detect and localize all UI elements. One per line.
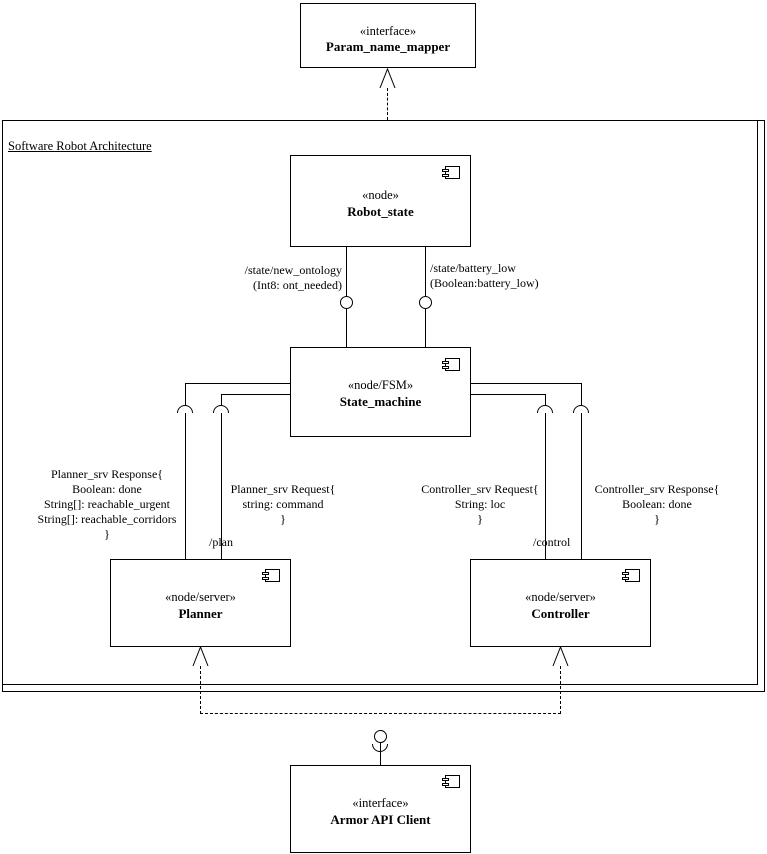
label-planner-srv-request <box>222 482 344 527</box>
connector-robot-state-new-ontology <box>346 247 347 296</box>
label-state-new-ontology-line1: /state/new_ontology <box>244 263 342 277</box>
planner-srv-response-line5: } <box>104 527 110 541</box>
label-state-battery-low <box>430 261 539 291</box>
robot-state-name: Robot_state <box>347 204 414 219</box>
planner-stereotype: «node/server» <box>165 590 236 604</box>
connector-fsm-right-lower <box>471 394 545 395</box>
armor-api-client-name: Armor API Client <box>330 812 431 827</box>
state-machine-stereotype: «node/FSM» <box>347 378 414 392</box>
node-armor-api-client[interactable] <box>290 765 471 853</box>
plan-topic-text: /plan <box>209 535 233 549</box>
controller-srv-response-line1: Controller_srv Response{ <box>594 482 720 496</box>
connector-new-ontology-to-fsm <box>346 309 347 347</box>
robot-state-stereotype: «node» <box>362 188 399 202</box>
provided-interface-ball-icon-battery-low[interactable] <box>419 296 432 309</box>
connector-fsm-right-upper <box>471 383 581 384</box>
control-topic-text: /control <box>533 535 571 549</box>
dependency-armor-to-controller <box>560 666 561 714</box>
controller-srv-request-line2: String: loc <box>454 497 506 511</box>
node-param-name-mapper[interactable] <box>300 3 476 68</box>
component-icon <box>445 358 460 371</box>
planner-srv-response-line1: Planner_srv Response{ <box>50 467 164 481</box>
controller-srv-response-line2: Boolean: done <box>622 497 692 511</box>
label-state-battery-low-line2: (Boolean:battery_low) <box>430 276 539 290</box>
node-state-machine[interactable] <box>290 347 471 437</box>
connector-fsm-left-upper <box>185 383 290 384</box>
dependency-arrowhead-planner <box>192 646 209 668</box>
label-state-battery-low-line1: /state/battery_low <box>430 261 516 275</box>
planner-srv-request-line3: } <box>280 512 286 526</box>
component-icon <box>445 775 460 788</box>
label-plan-topic <box>209 535 233 550</box>
state-machine-name: State_machine <box>339 394 422 409</box>
dependency-arrowhead-controller <box>552 646 569 668</box>
connector-fsm-left-upper-down <box>185 383 186 405</box>
label-state-new-ontology-line2: (Int8: ont_needed) <box>253 278 342 292</box>
controller-name: Controller <box>531 606 590 621</box>
label-controller-srv-request <box>412 482 548 527</box>
provided-interface-ball-icon-new-ontology[interactable] <box>340 296 353 309</box>
planner-srv-response-line4: String[]: reachable_corridors <box>37 512 177 526</box>
planner-srv-response-line2: Boolean: done <box>72 482 142 496</box>
armor-api-client-stereotype: «interface» <box>352 796 409 810</box>
param-name-mapper-stereotype: «interface» <box>359 24 417 38</box>
dependency-armor-to-planner <box>200 666 201 714</box>
connector-fsm-left-lower <box>221 394 290 395</box>
dependency-armor-horizontal <box>200 713 561 714</box>
planner-srv-request-line1: Planner_srv Request{ <box>230 482 336 496</box>
label-controller-srv-response <box>578 482 736 527</box>
label-state-new-ontology <box>222 263 342 293</box>
param-name-mapper-name: Param_name_mapper <box>325 39 451 54</box>
component-icon <box>265 569 280 582</box>
package-label: Software Robot Architecture <box>8 139 152 153</box>
controller-stereotype: «node/server» <box>525 590 596 604</box>
controller-srv-request-line1: Controller_srv Request{ <box>421 482 539 496</box>
label-planner-srv-response <box>22 467 192 542</box>
connector-fsm-right-lower-down <box>545 394 546 405</box>
provided-interface-ball-icon-armor-api[interactable] <box>374 730 387 743</box>
node-controller[interactable] <box>470 559 651 647</box>
connector-robot-state-battery-low <box>425 247 426 296</box>
component-icon <box>625 569 640 582</box>
controller-srv-request-line3: } <box>477 512 483 526</box>
planner-srv-response-line3: String[]: reachable_urgent <box>43 497 171 511</box>
label-control-topic <box>533 535 570 550</box>
connector-battery-low-to-fsm <box>425 309 426 347</box>
connector-fsm-right-upper-down <box>581 383 582 405</box>
dependency-arrowhead-param-name-mapper <box>379 68 396 90</box>
node-planner[interactable] <box>110 559 291 647</box>
connector-armor-api-stem <box>380 743 381 765</box>
component-icon <box>445 166 460 179</box>
controller-srv-response-line3: } <box>654 512 660 526</box>
planner-name: Planner <box>178 606 223 621</box>
connector-fsm-left-lower-down <box>221 394 222 405</box>
dependency-param-name-mapper <box>387 88 388 120</box>
node-robot-state[interactable] <box>290 155 471 247</box>
planner-srv-request-line2: string: command <box>242 497 324 511</box>
